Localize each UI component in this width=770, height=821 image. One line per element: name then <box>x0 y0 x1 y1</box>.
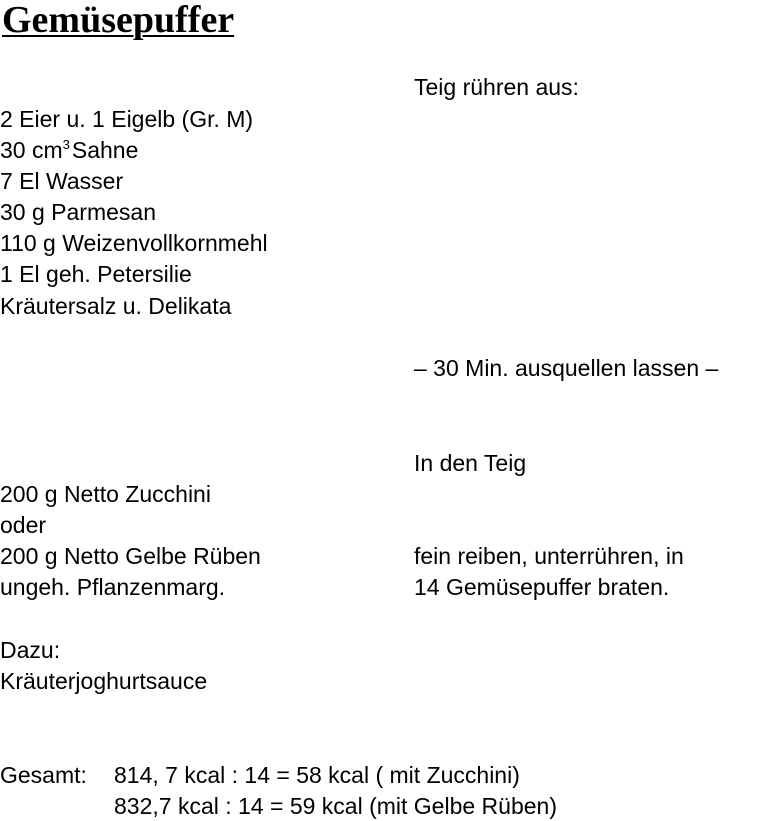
ingredient-cream <box>0 136 138 168</box>
ingredient-flour: 110 g Weizenvollkornmehl <box>0 230 268 256</box>
recipe-title: Gemüsepuffer <box>2 0 235 41</box>
ingredient-margarine: ungeh. Pflanzenmarg. <box>0 574 226 600</box>
ingredient-parmesan: 30 g Parmesan <box>0 199 156 225</box>
total-zucchini: 814, 7 kcal : 14 = 58 kcal ( mit Zucchini) <box>114 762 520 788</box>
dough-instruction: In den Teig <box>414 450 527 476</box>
total-carrots: 832,7 kcal : 14 = 59 kcal (mit Gelbe Rüben) <box>114 793 557 819</box>
cubic-superscript: 3 <box>62 137 70 152</box>
ingredient-water: 7 El Wasser <box>0 168 124 194</box>
ingredient-salt: Kräutersalz u. Delikata <box>0 293 232 319</box>
step-grate: fein reiben, unterrühren, in <box>414 543 684 569</box>
ingredient-zucchini: 200 g Netto Zucchini <box>0 481 211 507</box>
totals-label: Gesamt: <box>0 762 87 788</box>
ingredient-carrots: 200 g Netto Gelbe Rüben <box>0 543 261 569</box>
cream-name: Sahne <box>71 137 139 163</box>
mix-instruction: Teig rühren aus: <box>414 74 579 100</box>
ingredient-parsley: 1 El geh. Petersilie <box>0 261 192 287</box>
rest-note: – 30 Min. ausquellen lassen – <box>414 355 719 381</box>
ingredient-or: oder <box>0 512 47 538</box>
serve-item: Kräuterjoghurtsauce <box>0 668 208 694</box>
step-fry: 14 Gemüsepuffer braten. <box>414 574 670 600</box>
ingredient-eggs: 2 Eier u. 1 Eigelb (Gr. M) <box>0 106 254 132</box>
cream-amount: 30 cm <box>0 137 63 163</box>
serve-label: Dazu: <box>0 637 61 663</box>
